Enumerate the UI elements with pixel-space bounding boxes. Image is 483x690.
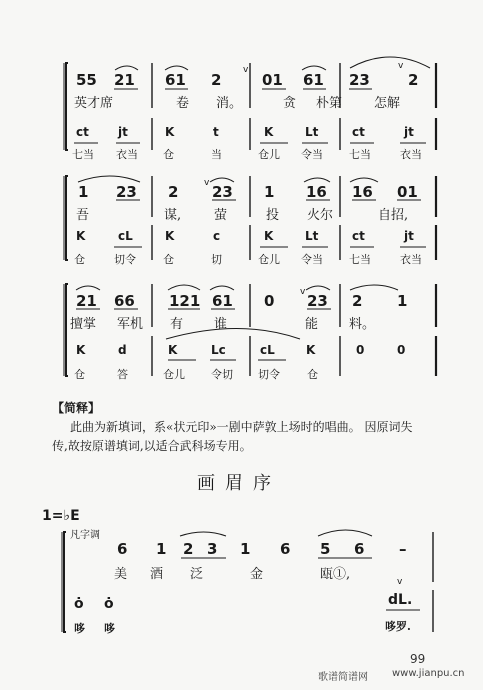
num-6: 23 [307, 292, 328, 310]
perc-word-1: 哆 [74, 622, 85, 635]
perc-word-3: 仓 [163, 148, 174, 161]
num-2: 23 [116, 183, 137, 201]
lyric-1: 吾 [76, 208, 90, 223]
num-3: 121 [169, 292, 201, 310]
perc-7: ct [352, 125, 365, 139]
perc-word-6: 令当 [301, 148, 323, 161]
perc-3: K [165, 229, 175, 243]
perc-4: t [213, 125, 219, 139]
num-4: 23 [212, 183, 233, 201]
num-3: 61 [165, 71, 186, 89]
num-7: 5 [320, 540, 331, 558]
perc-1: K [76, 343, 86, 357]
svg-text:v: v [300, 287, 306, 297]
perc-word-2: 衣当 [116, 148, 138, 161]
perc-word-8: 衣当 [400, 148, 422, 161]
perc-word-3: 仓儿 [163, 368, 185, 381]
num-5: 01 [262, 71, 283, 89]
lyric-6: 料。 [349, 317, 376, 332]
perc-word-7: 七当 [349, 148, 371, 161]
perc-5: K [264, 125, 274, 139]
perc-word-6: 令当 [301, 253, 323, 266]
perc-word-1: 仓 [74, 253, 85, 266]
perc-word-2: 哆 [104, 622, 115, 635]
perc-1: ȯ [74, 596, 84, 612]
lyric-1: 英才席 [74, 96, 114, 111]
lyric-3: 有 [170, 317, 184, 332]
num-1: 6 [117, 540, 128, 558]
num-5: 1 [264, 183, 275, 201]
lyric-6: 怎解 [374, 96, 401, 111]
svg-text:v: v [204, 178, 210, 188]
lyric-2: 酒 [150, 567, 164, 582]
num-7: 2 [352, 292, 363, 310]
perc-word-8: 衣当 [400, 253, 422, 266]
note-line-2: 传,故按原谱填词,以适合武科场专用。 [52, 439, 252, 453]
perc-7: ct [352, 229, 365, 243]
lyric-3: 萤 [214, 208, 228, 223]
perc-8: jt [404, 125, 414, 139]
perc-8: 0 [397, 343, 406, 357]
num-9: – [399, 540, 407, 558]
perc-1: K [76, 229, 86, 243]
perc-word-2: 答 [117, 368, 128, 381]
lyric-4: 贪 [283, 96, 297, 111]
perc-word-2: 切令 [114, 253, 136, 266]
num-2: 66 [114, 292, 135, 310]
num-8: 6 [354, 540, 365, 558]
perc-8: jt [404, 229, 414, 243]
lyric-1: 擅掌 [70, 317, 97, 332]
lyric-5: 瓯①, [320, 567, 351, 582]
perc-right: dL. [388, 592, 413, 608]
svg-text:v: v [243, 65, 249, 75]
num-2: 1 [156, 540, 167, 558]
perc-5: cL [260, 343, 275, 357]
num-6: 61 [303, 71, 324, 89]
mode-label: 凡字调 [70, 530, 100, 541]
lyric-2: 卷 [176, 96, 190, 111]
num-4: 3 [207, 540, 218, 558]
note-heading: 【简释】 [52, 401, 101, 415]
num-1: 55 [76, 71, 97, 89]
num-8: 2 [408, 71, 419, 89]
num-1: 1 [78, 183, 89, 201]
perc-1: ct [76, 125, 89, 139]
num-5: 1 [240, 540, 251, 558]
num-8: 01 [397, 183, 418, 201]
perc-2: cL [118, 229, 133, 243]
lyric-5: 朴第 [316, 96, 343, 111]
num-1: 21 [76, 292, 97, 310]
page-number: 99 [410, 652, 426, 666]
lyric-5: 能 [305, 317, 319, 332]
perc-3: K [165, 125, 175, 139]
note-line-1: 此曲为新填词，系«状元印»一剧中萨敦上场时的唱曲。 因原词失 [70, 420, 413, 434]
lyric-2: 谋, [164, 208, 182, 223]
perc-2: jt [118, 125, 128, 139]
perc-word-5: 切令 [258, 368, 280, 381]
lyric-6: 自招, [378, 208, 409, 223]
key-signature: 1=♭E [42, 508, 80, 524]
lyric-4: 投 [266, 208, 280, 223]
bracket-1 [66, 63, 68, 150]
perc-2: d [118, 343, 127, 357]
perc-4: c [213, 229, 221, 243]
num-4: 2 [211, 71, 222, 89]
perc-word-6: 仓 [307, 368, 318, 381]
perc-6: K [306, 343, 316, 357]
lyric-4: 金 [250, 567, 264, 582]
perc-2: ȯ [104, 596, 114, 612]
num-3: 2 [183, 540, 194, 558]
perc-word-5: 仓儿 [258, 253, 280, 266]
num-4: 61 [212, 292, 233, 310]
perc-3: K [168, 343, 178, 357]
lyric-2: 军机 [117, 317, 144, 332]
perc-7: 0 [356, 343, 365, 357]
num-2: 21 [114, 71, 135, 89]
num-6: 6 [280, 540, 291, 558]
perc-word-4: 令切 [211, 368, 233, 381]
perc-word-3: 仓 [163, 253, 174, 266]
num-7: 16 [352, 183, 373, 201]
num-5: 0 [264, 292, 275, 310]
perc-4: Lc [211, 343, 226, 357]
perc-word-4: 切 [211, 253, 222, 266]
perc-word-7: 七当 [349, 253, 371, 266]
perc-word-5: 仓儿 [258, 148, 280, 161]
perc-6: Lt [305, 125, 319, 139]
lyric-1: 美 [114, 567, 128, 582]
num-3: 2 [168, 183, 179, 201]
perc-word-1: 七当 [72, 148, 94, 161]
svg-text:v: v [398, 61, 404, 71]
lyric-3: 泛 [190, 567, 204, 582]
perc-5: K [264, 229, 274, 243]
perc-word-1: 仓 [74, 368, 85, 381]
watermark-site: 歌谱简谱网 [318, 672, 368, 683]
num-7: 23 [349, 71, 370, 89]
perc-word-right: 哆罗. [385, 620, 411, 633]
num-6: 16 [306, 183, 327, 201]
perc-word-4: 当 [211, 148, 222, 161]
svg-text:v: v [397, 577, 403, 587]
perc-6: Lt [305, 229, 319, 243]
lyric-4: 谁 [214, 317, 228, 332]
watermark-url: www.jianpu.cn [392, 668, 465, 679]
lyric-3: 消。 [216, 96, 243, 111]
lyric-5: 火尔 [307, 208, 334, 223]
num-8: 1 [397, 292, 408, 310]
section-title: 画眉序 [197, 473, 281, 494]
